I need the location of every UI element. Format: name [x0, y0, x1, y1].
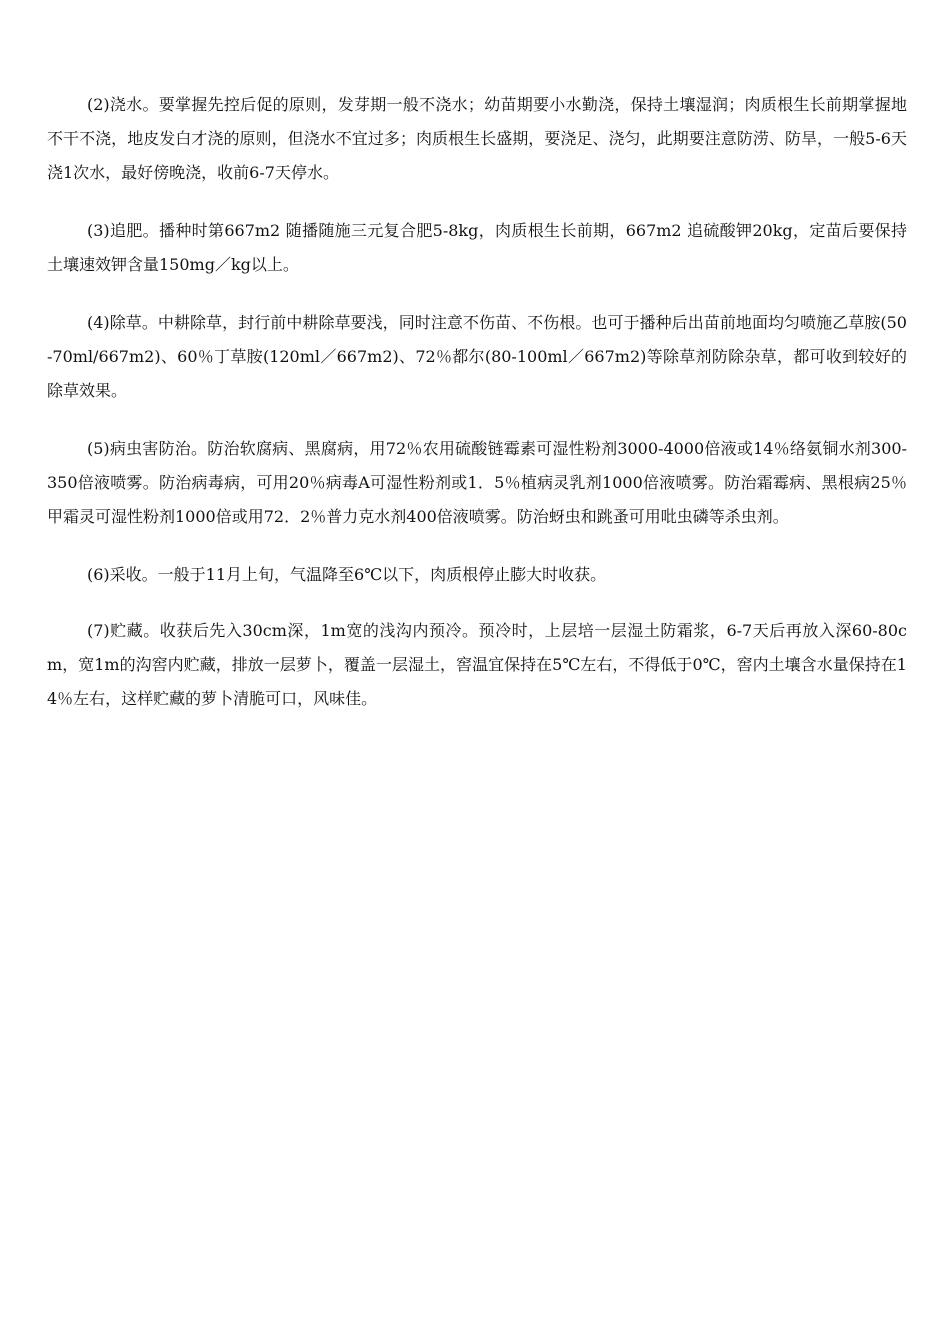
- paragraph-weeding: (4)除草。中耕除草，封行前中耕除草要浅，同时注意不伤苗、不伤根。也可于播种后出苗前地面均匀喷施乙草胺(50-70ml/667m2)、60％丁草胺(120ml／667m2)、72％都尔(80-100ml／667m2)等除草剂防除杂草，都可收到较好的除草效果。: [47, 313, 907, 400]
- paragraph-storage: (7)贮藏。收获后先入30cm深，1m宽的浅沟内预冷。预冷时，上层培一层湿土防霜浆，6-7天后再放入深60-80cm，宽1m的沟窖内贮藏，排放一层萝卜，覆盖一层湿土，窖温宜保持在5℃左右，不得低于0℃，窖内土壤含水量保持在14％左右，这样贮藏的萝卜清脆可口，风味佳。: [47, 621, 907, 708]
- paragraph-fertilizing: (3)追肥。播种时第667m2 随播随施三元复合肥5-8kg，肉质根生长前期，667m2 追硫酸钾20kg，定苗后要保持土壤速效钾含量150mg／kg以上。: [47, 221, 907, 274]
- document-body: [47, 88, 907, 740]
- paragraph-harvesting: (6)采收。一般于11月上旬，气温降至6℃以下，肉质根停止膨大时收获。: [87, 565, 607, 584]
- paragraph-pest-control: (5)病虫害防治。防治软腐病、黑腐病，用72％农用硫酸链霉素可湿性粉剂3000-4000倍液或14％络氨铜水剂300-350倍液喷雾。防治病毒病，可用20％病毒A可湿性粉剂或1．5％植病灵乳剂1000倍液喷雾。防治霜霉病、黑根病25％甲霜灵可湿性粉剂1000倍或用72．2％普力克水剂400倍液喷雾。防治蚜虫和跳蚤可用吡虫磷等杀虫剂。: [47, 439, 907, 526]
- paragraph-watering: (2)浇水。要掌握先控后促的原则，发芽期一般不浇水；幼苗期要小水勤浇，保持土壤湿润；肉质根生长前期掌握地不干不浇，地皮发白才浇的原则，但浇水不宜过多；肉质根生长盛期，要浇足、浇匀，此期要注意防涝、防旱，一般5-6天浇1次水，最好傍晚浇，收前6-7天停水。: [47, 95, 907, 182]
